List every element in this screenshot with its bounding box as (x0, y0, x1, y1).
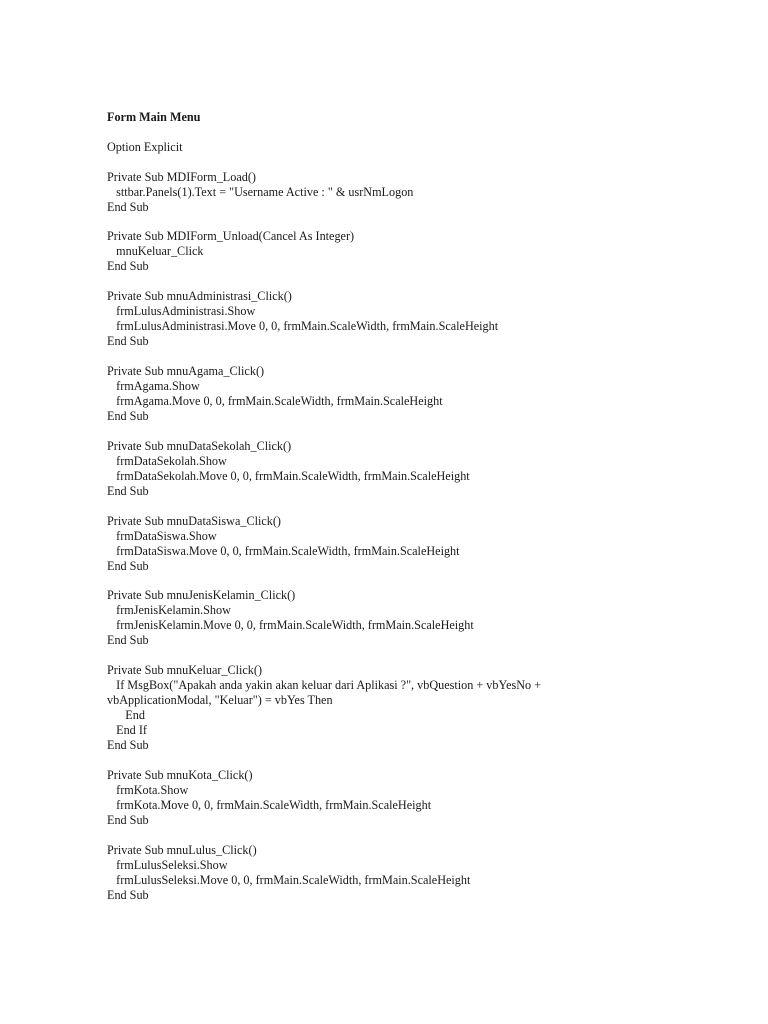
code-line: frmDataSekolah.Show (107, 453, 227, 468)
code-line: End Sub (107, 812, 149, 827)
code-line: frmJenisKelamin.Move 0, 0, frmMain.ScaleWidth, frmMain.ScaleHeight (107, 618, 474, 633)
code-block (107, 140, 727, 155)
code-line: End Sub (107, 408, 149, 423)
code-block (107, 364, 727, 424)
code-line: End Sub (107, 738, 149, 753)
code-line: frmLulusAdministrasi.Show (107, 304, 256, 319)
code-line: End Sub (107, 334, 149, 349)
paragraph-gap (107, 155, 727, 170)
code-block (107, 289, 727, 349)
code-line: sttbar.Panels(1).Text = "Username Active : " & usrNmLogon (107, 184, 414, 199)
paragraph-gap (107, 753, 727, 768)
code-block (107, 229, 727, 274)
code-line: End (107, 708, 145, 723)
code-block (107, 588, 727, 648)
paragraph-gap (107, 215, 727, 230)
document-title: Form Main Menu (107, 110, 201, 124)
code-line: frmLulusSeleksi.Move 0, 0, frmMain.ScaleWidth, frmMain.ScaleHeight (107, 872, 471, 887)
code-line: End Sub (107, 558, 149, 573)
code-line: Private Sub MDIForm_Load() (107, 169, 256, 184)
code-line: frmKota.Show (107, 782, 189, 797)
code-line: Private Sub mnuDataSekolah_Click() (107, 438, 292, 453)
code-line: frmDataSekolah.Move 0, 0, frmMain.ScaleWidth, frmMain.ScaleHeight (107, 468, 470, 483)
code-line: frmJenisKelamin.Show (107, 603, 231, 618)
code-line: End Sub (107, 483, 149, 498)
paragraph-gap (107, 574, 727, 589)
paragraph-gap (107, 828, 727, 843)
code-body (107, 140, 727, 903)
code-line: frmDataSiswa.Show (107, 528, 217, 543)
code-line: Private Sub mnuAdministrasi_Click() (107, 289, 292, 304)
code-block (107, 514, 727, 574)
code-line: Private Sub mnuLulus_Click() (107, 842, 257, 857)
code-line: vbApplicationModal, "Keluar") = vbYes Then (107, 693, 333, 708)
code-line: Option Explicit (107, 139, 183, 154)
code-line: Private Sub mnuKota_Click() (107, 767, 253, 782)
code-line: End Sub (107, 259, 149, 274)
code-line: Private Sub mnuJenisKelamin_Click() (107, 588, 296, 603)
paragraph-gap (107, 274, 727, 289)
code-line: Private Sub mnuDataSiswa_Click() (107, 513, 281, 528)
code-line: End Sub (107, 633, 149, 648)
code-line: Private Sub mnuAgama_Click() (107, 363, 265, 378)
code-block (107, 439, 727, 499)
paragraph-gap (107, 424, 727, 439)
code-block (107, 843, 727, 903)
code-line: Private Sub mnuKeluar_Click() (107, 663, 263, 678)
code-line: Private Sub MDIForm_Unload(Cancel As Integer) (107, 229, 355, 244)
code-line: frmAgama.Show (107, 378, 200, 393)
code-line: If MsgBox("Apakah anda yakin akan keluar dari Aplikasi ?", vbQuestion + vbYesNo + (107, 678, 542, 693)
code-block (107, 663, 727, 753)
code-line: frmDataSiswa.Move 0, 0, frmMain.ScaleWidth, frmMain.ScaleHeight (107, 543, 460, 558)
code-line: frmLulusAdministrasi.Move 0, 0, frmMain.ScaleWidth, frmMain.ScaleHeight (107, 319, 499, 334)
code-block (107, 170, 727, 215)
document-page (107, 110, 727, 903)
paragraph-gap (107, 648, 727, 663)
code-line: End Sub (107, 887, 149, 902)
code-block (107, 768, 727, 828)
paragraph-gap (107, 349, 727, 364)
code-line: frmKota.Move 0, 0, frmMain.ScaleWidth, frmMain.ScaleHeight (107, 797, 432, 812)
code-line: frmAgama.Move 0, 0, frmMain.ScaleWidth, frmMain.ScaleHeight (107, 393, 443, 408)
code-line: End If (107, 723, 147, 738)
code-line: frmLulusSeleksi.Show (107, 857, 228, 872)
paragraph-gap (107, 499, 727, 514)
code-line: End Sub (107, 199, 149, 214)
code-line: mnuKeluar_Click (107, 244, 204, 259)
paragraph-gap (107, 125, 727, 140)
